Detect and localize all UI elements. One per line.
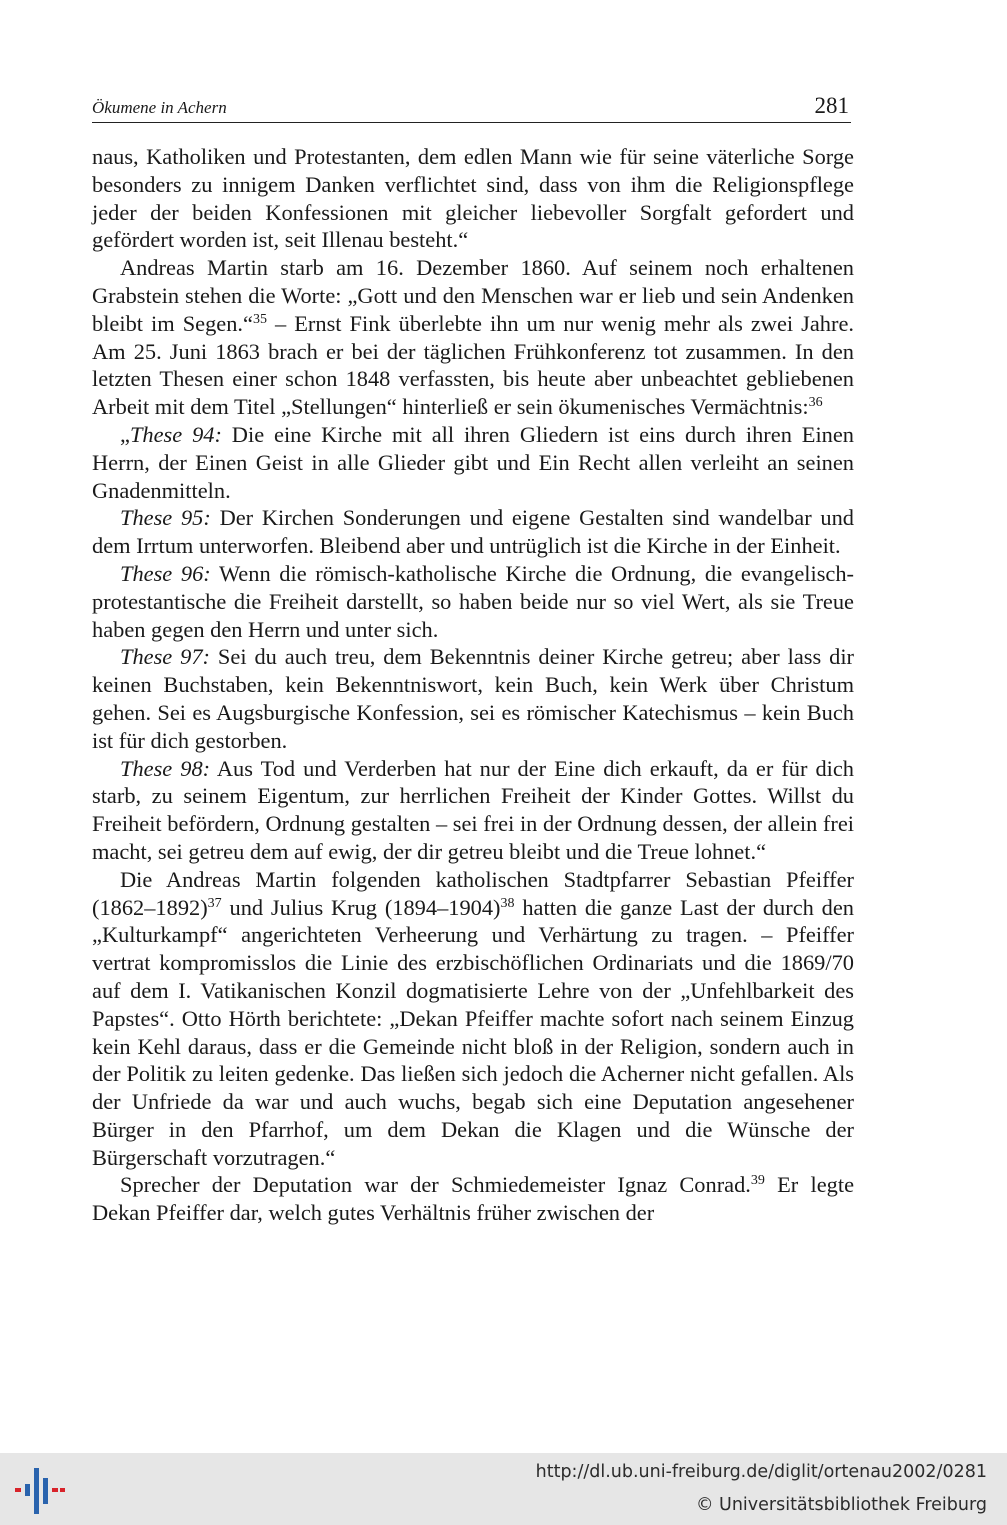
page-number: 281: [814, 93, 849, 118]
ub-freiburg-logo-icon: [14, 1466, 66, 1516]
running-title: Ökumene in Achern: [92, 98, 227, 117]
paragraph-4: Sprecher der Deputation war der Schmiedemeister Ignaz Conrad.$^{39}$ Er legte Dekan Pfeiffer dar, welch gutes Verhältnis früher zwischen der: [92, 1172, 855, 1226]
thesis-95: These 95: Der Kirchen Sonderungen und eigene Gestalten sind wandelbar und dem Irrtum unterworfen. Bleibend aber und untrüglich ist die Kirche in der Einheit.: [92, 505, 854, 559]
thesis-96: These 96: Wenn die römisch-katholische Kirche die Ordnung, die evangelisch-protestantische die Freiheit darstellt, so haben beide nur so viel Wert, als sie Treue haben gegen den Herrn und unter sich.: [92, 560, 855, 642]
paragraph-3: Die Andreas Martin folgenden katholischen Stadtpfarrer Sebastian Pfeiffer (1862–1892)$^{37}$ und Julius Krug (1894–1904)$^{38}$ hatten die ganze Last der durch den „Kulturkampf“ angerichteten Verheerung und Verhärtung zu tragen. – Pfeiffer vertrat kompromisslos die Linie des erzbischöflichen Ordinariats und die 1869/70 auf dem I. Vatikanischen Konzil dogmatisierte Lehre von der „Unfehlbarkeit des Papstes“. Otto Hörth berichtete: „Dekan Pfeiffer machte sofort nach seinem Einzug kein Kehl daraus, dass er die Gemeinde nicht bloß in der Religion, sondern auch in der Politik zu leiten gedenke. Das ließen sich jedoch die Acherner nicht gefallen. Als der Unfriede da war und auch wuchs, begab sich eine Deputation angesehener Bürger in den Pfarrhof, um dem Dekan die Klagen und die Wünsche der Bürgerschaft vorzutragen.“: [92, 866, 854, 1170]
thesis-94: „These 94: Die eine Kirche mit all ihren Gliedern ist eins durch ihren Einen Herrn, der Einen Geist in alle Glieder gibt und Ein Recht allen verleiht an seinen Gnadenmitteln.: [92, 421, 854, 503]
footnote-ref-37: 37: [207, 895, 222, 911]
copyright-notice: © Universitätsbibliothek Freiburg: [695, 1495, 987, 1515]
running-header: [92, 92, 851, 123]
thesis-label: These 95:: [120, 505, 211, 531]
thesis-97: These 97: Sei du auch treu, dem Bekenntnis deiner Kirche getreu; aber lass dir keinen Buchstaben, kein Bekenntniswort, kein Buch, kein Werk über Christum gehen. Sei es Augsburgische Konfession, sei es römischer Katechismus – kein Buch ist für dich gestorben.: [92, 644, 854, 753]
viewer-footer: [0, 1453, 1007, 1525]
thesis-label: These 98:: [120, 755, 211, 781]
thesis-98: These 98: Aus Tod und Verderben hat nur der Eine dich erkauft, da er für dich starb, zu seinem Eigentum, zur herrlichen Freiheit der Kinder Gottes. Willst du Freiheit befördern, Ordnung gestalten – sei frei in der Ordnung dessen, der allein frei macht, sei getreu dem auf ewig, der dir getreu bleibt und die Treue lohnet.“: [92, 755, 855, 864]
body-text: [92, 143, 854, 1227]
footnote-ref-39: 39: [750, 1173, 765, 1189]
footnote-ref-35: 35: [252, 311, 267, 327]
thesis-label: These 94:: [129, 421, 222, 447]
thesis-label: These 97:: [120, 644, 211, 670]
document-url-link[interactable]: http://dl.ub.uni-freiburg.de/diglit/ortenau2002/0281: [535, 1462, 987, 1482]
paragraph-1: naus, Katholiken und Protestanten, dem edlen Mann wie für seine väterliche Sorge besonders zu innigem Danken verflichtet sind, dass von ihm die Religionspflege jeder der beiden Konfessionen mit gleicher liebevoller Sorgfalt gefordert und gefördert worden ist, seit Illenau besteht.“: [92, 144, 854, 253]
footnote-ref-38: 38: [500, 895, 515, 911]
thesis-label: These 96:: [120, 560, 211, 586]
footnote-ref-36: 36: [808, 395, 823, 411]
paragraph-2: Andreas Martin starb am 16. Dezember 1860. Auf seinem noch erhaltenen Grabstein stehen die Worte: „Gott und den Menschen war er lieb und sein Andenken bleibt im Segen.“$^{35}$ – Ernst Fink überlebte ihn um nur wenig mehr als zwei Jahre. Am 25. Juni 1863 brach er bei der täglichen Frühkonferenz tot zusammen. In den letzten Thesen einer schon 1848 verfassten, bis heute aber unbeachtet gebliebenen Arbeit mit dem Titel „Stellungen“ hinterließ er sein ökumenisches Vermächtnis:$^{36}$: [92, 255, 854, 420]
